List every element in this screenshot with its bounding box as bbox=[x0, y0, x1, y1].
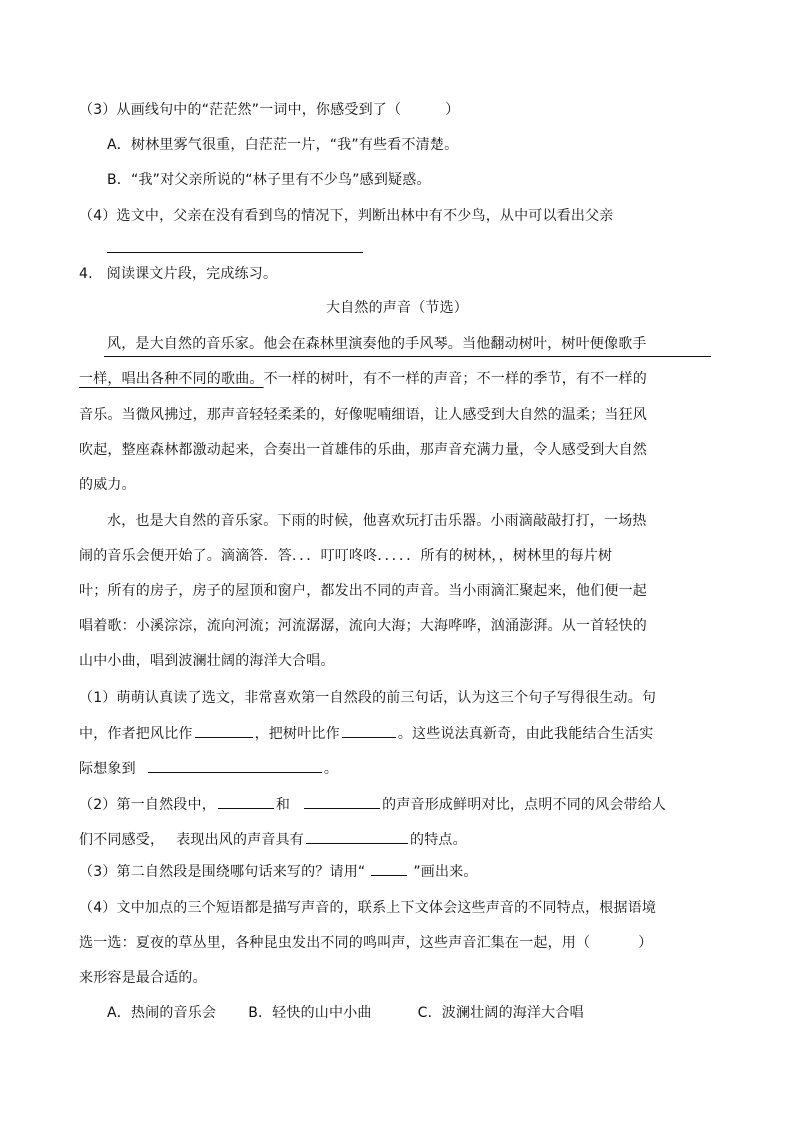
q4-line-1: （4）文中加点的三个短语都是描写声音的，联系上下文体会这些声音的不同特点，根据语境 bbox=[79, 900, 657, 916]
q3-line: （3）第二自然段是围绕哪句话来写的？请用“ ”画出来。 bbox=[79, 864, 478, 880]
prev-q4-answer-line[interactable] bbox=[107, 252, 363, 253]
passage-title: 大自然的声音（节选） bbox=[326, 300, 468, 316]
q1-blank-wind[interactable] bbox=[195, 722, 253, 738]
underline-sentence-part-1 bbox=[104, 356, 711, 357]
passage-p2-line-5: 山中小曲，唱到波澜壮阔的海洋大合唱。 bbox=[79, 653, 335, 669]
section-number: 4. bbox=[79, 266, 93, 282]
passage-p2-line-1: 水，也是大自然的音乐家。下雨的时候，他喜欢玩打击乐器。小雨滴敲敲打打，一场热 bbox=[107, 513, 647, 529]
passage-p2-line-2: 闹的音乐会便开始了。滴滴答．答．．．叮叮咚咚．．．．．所有的树林，，树林里的每片树 bbox=[79, 548, 613, 564]
q4-line-3: 来形容是最合适的。 bbox=[79, 970, 207, 986]
q2-line-2: 们不同感受， 表现出风的声音具有 的特点。 bbox=[79, 828, 467, 850]
q1-line-1: （1）萌萌认真读了选文，非常喜欢第一自然段的前三句话，认为这三个句子写得很生动。句 bbox=[79, 690, 657, 706]
prev-q4-stem: （4）选文中，父亲在没有看到鸟的情况下，判断出林中有不少鸟，从中可以看出父亲 bbox=[79, 208, 614, 224]
prev-q3-option-a[interactable]: A．树林里雾气很重，白茫茫一片，“我”有些看不清楚。 bbox=[107, 137, 459, 153]
q2-line-1: （2）第一自然段中， 和 的声音形成鲜明对比，点明不同的风会带给人 bbox=[79, 793, 666, 815]
q1-line-2: 中，作者把风比作 ，把树叶比作 。这些说法真新奇，由此我能结合生活实 bbox=[79, 722, 653, 744]
section-4-header bbox=[79, 264, 277, 284]
q4-option-a[interactable]: A．热闹的音乐会 bbox=[107, 1005, 217, 1021]
q2-blank-1[interactable] bbox=[218, 793, 274, 809]
prev-q3-stem: （3）从画线句中的“茫茫然”一词中，你感受到了（ ） bbox=[79, 102, 460, 118]
q1-blank-imagine[interactable] bbox=[148, 757, 322, 773]
underlined-sentence-end: 一样，唱出各种不同的歌曲。 bbox=[79, 371, 264, 387]
q1-blank-leaf[interactable] bbox=[342, 722, 396, 738]
q2-blank-3[interactable] bbox=[306, 828, 408, 844]
q1-line-3: 际想象到 。 bbox=[79, 757, 338, 779]
passage-p1-line-4: 吹起，整座森林都激动起来，合奏出一首雄伟的乐曲，那声音充满力量，令人感受到大自然 bbox=[79, 442, 647, 458]
q4-options bbox=[107, 1003, 584, 1023]
passage-p1-line-3: 音乐。当微风拂过，那声音轻轻柔柔的，好像呢喃细语，让人感受到大自然的温柔；当狂风 bbox=[79, 407, 647, 423]
passage-p1-line-1: 风，是大自然的音乐家。他会在森林里演奏他的手风琴。当他翻动树叶，树叶便像歌手 bbox=[107, 336, 647, 352]
q4-option-b[interactable]: B．轻快的山中小曲 bbox=[248, 1005, 372, 1021]
passage-p2-line-3: 叶；所有的房子，房子的屋顶和窗户，都发出不同的声音。当小雨滴汇聚起来，他们便一起 bbox=[79, 583, 647, 599]
passage-p2-line-4: 唱着歌：小溪淙淙，流向河流；河流潺潺，流向大海；大海哗哗，汹涌澎湃。从一首轻快的 bbox=[79, 618, 647, 634]
passage-p1-line-2: 一样，唱出各种不同的歌曲。不一样的树叶，有不一样的声音；不一样的季节，有不一样的 bbox=[79, 371, 648, 387]
passage-p1-line-5: 的威力。 bbox=[79, 477, 136, 493]
q4-option-c[interactable]: C．波澜壮阔的海洋大合唱 bbox=[417, 1005, 584, 1021]
q3-wavy-mark-sample bbox=[371, 863, 407, 876]
prev-q3-option-b[interactable]: B．“我”对父亲所说的“林子里有不少鸟”感到疑惑。 bbox=[107, 172, 431, 188]
q4-line-2: 选一选：夏夜的草丛里，各种昆虫发出不同的鸣叫声，这些声音汇集在一起，用（ ） bbox=[79, 935, 653, 951]
section-instruction: 阅读课文片段，完成练习。 bbox=[106, 266, 278, 282]
q2-blank-2[interactable] bbox=[304, 793, 380, 809]
